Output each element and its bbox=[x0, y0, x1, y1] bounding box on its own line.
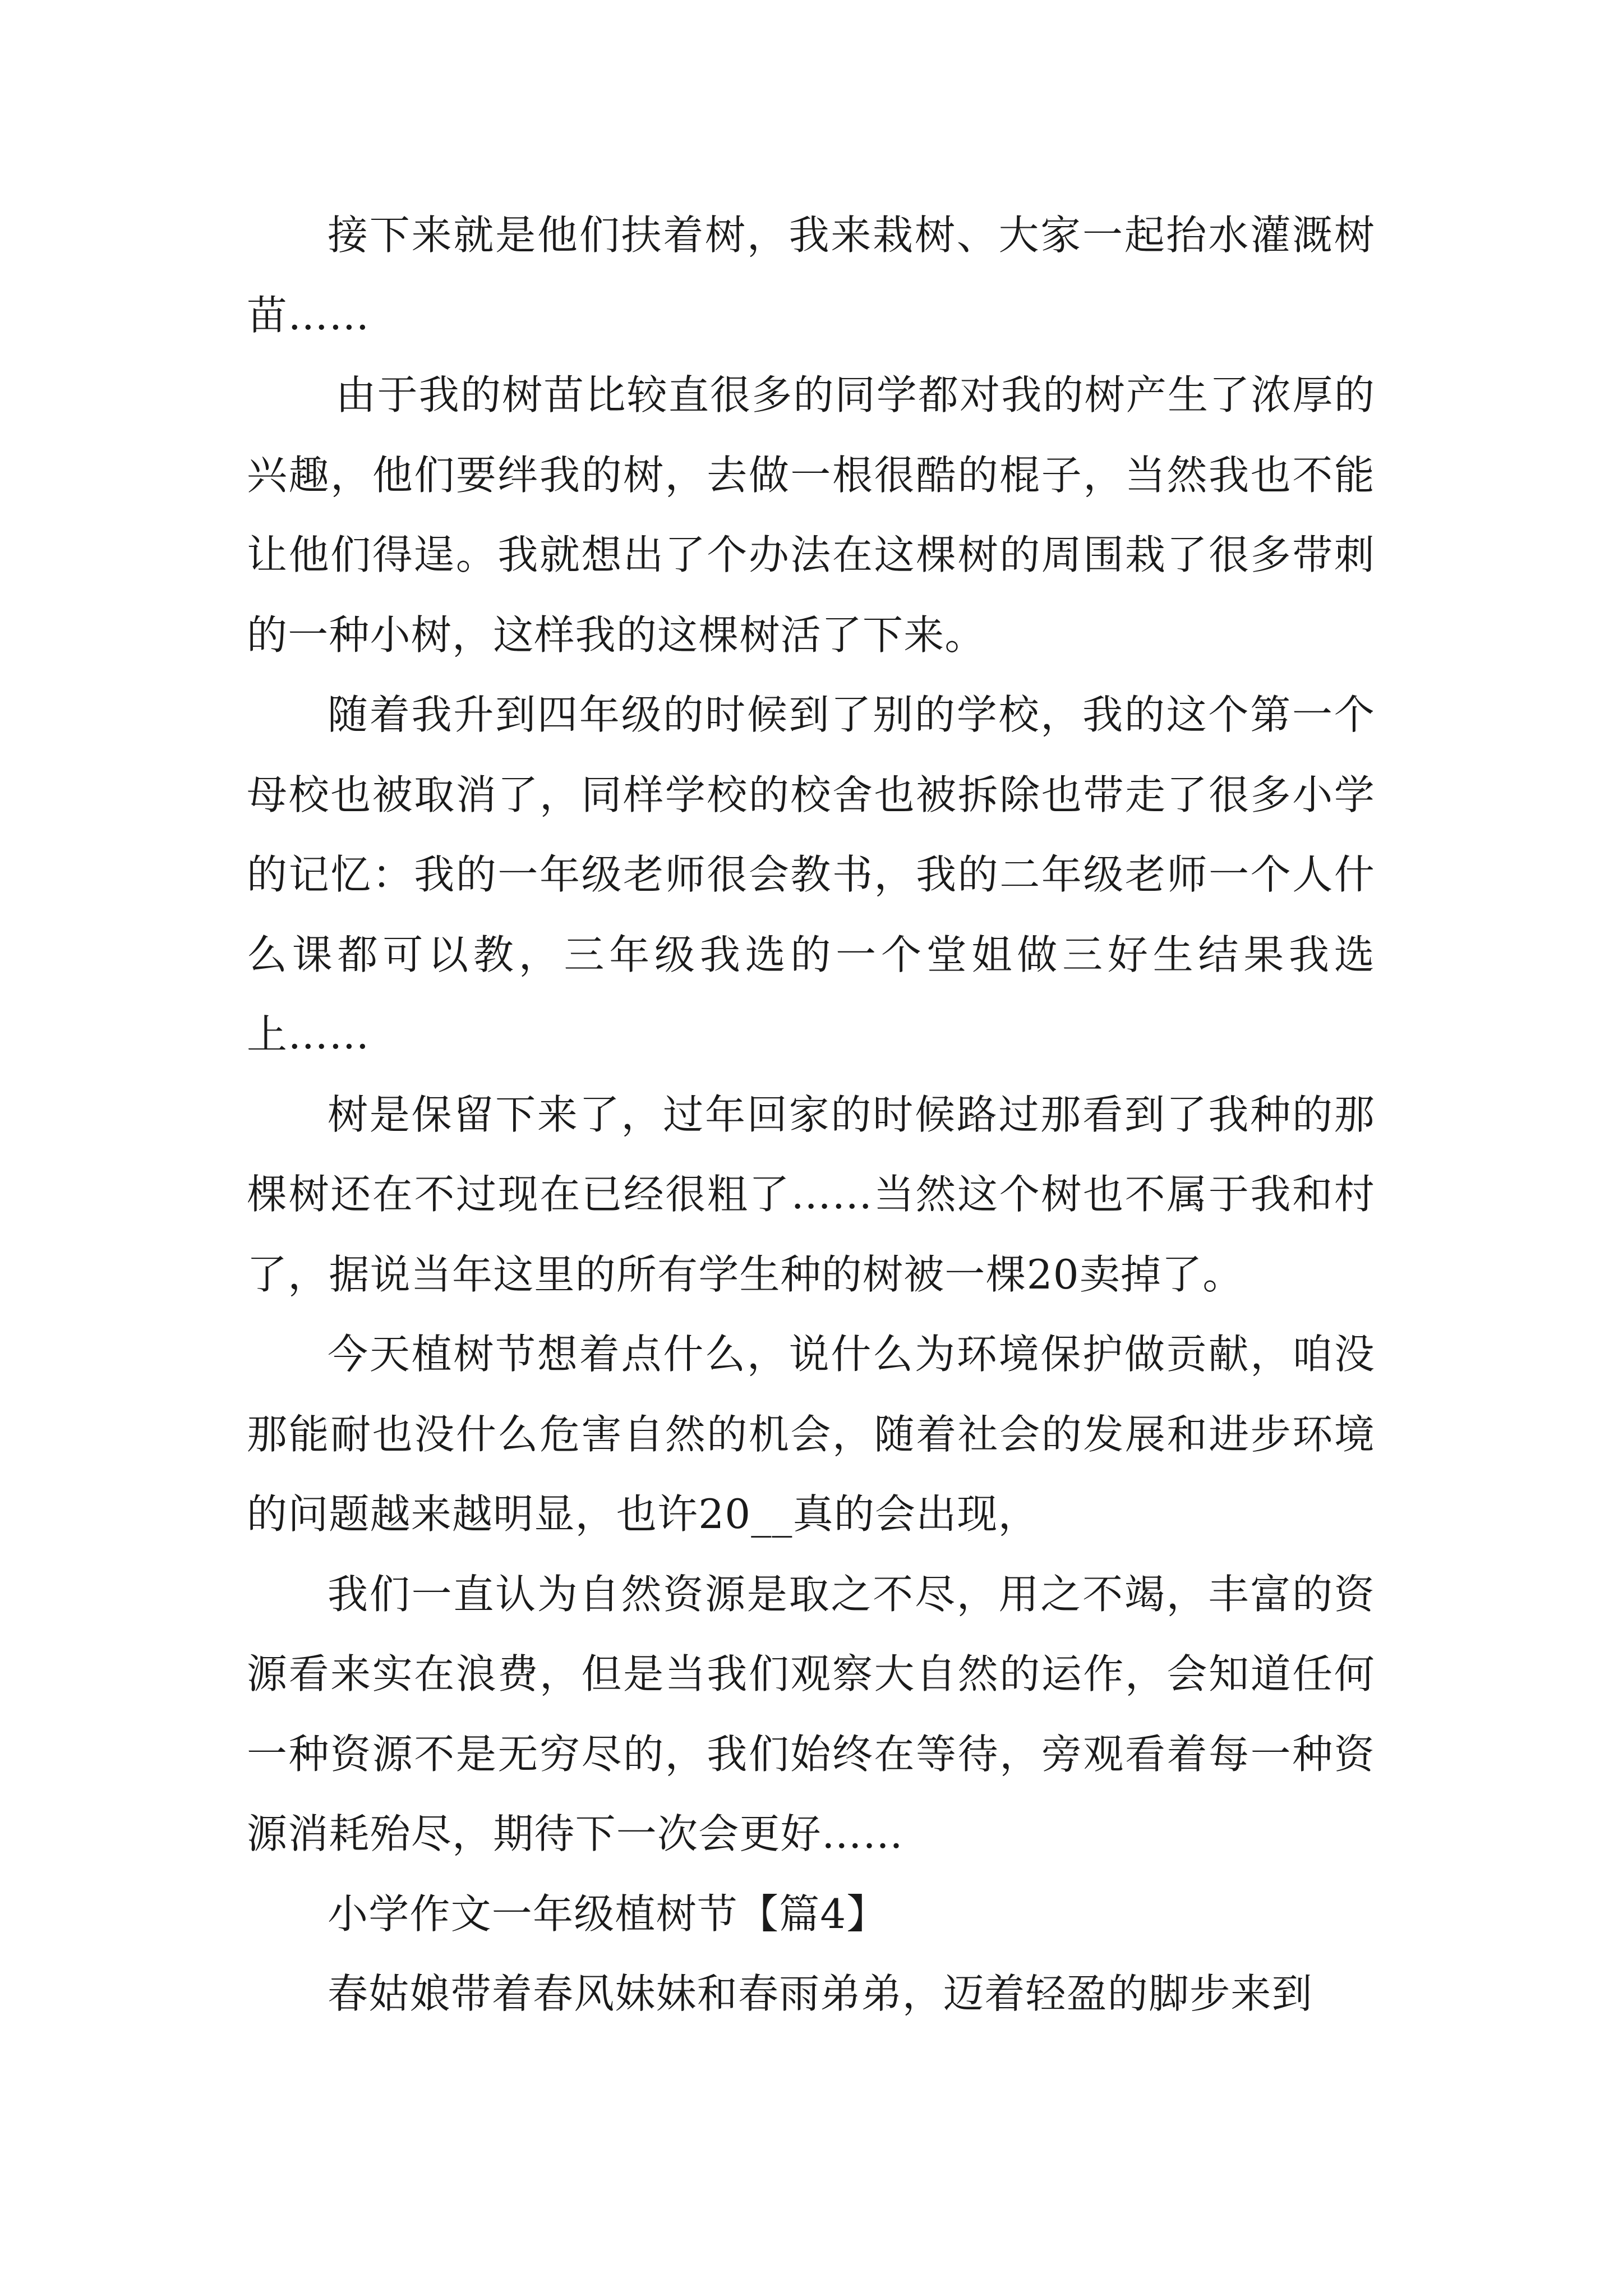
paragraph-5: 今天植树节想着点什么，说什么为环境保护做贡献，咱没那能耐也没什么危害自然的机会，随着社会的发展和进步环境的问题越来越明显，也许20__真的会出现， bbox=[247, 1331, 1375, 1538]
paragraph-4: 树是保留下来了，过年回家的时候路过那看到了我种的那棵树还在不过现在已经很粗了……当然这个树也不属于我和村了，据说当年这里的所有学生种的树被一棵20卖掉了。 bbox=[247, 1091, 1375, 1298]
paragraph-3: 随着我升到四年级的时候到了别的学校，我的这个第一个母校也被取消了，同样学校的校舍也被拆除也带走了很多小学的记忆：我的一年级老师很会教书，我的二年级老师一个人什么课都可以教，三年级我选的一个堂姐做三好生结果我选上…… bbox=[247, 691, 1375, 1058]
paragraph-7: 春姑娘带着春风妹妹和春雨弟弟，迈着轻盈的脚步来到 bbox=[328, 1970, 1313, 2017]
paragraph-1: 接下来就是他们扶着树，我来栽树、大家一起抬水灌溉树苗…… bbox=[247, 211, 1375, 339]
section-heading: 小学作文一年级植树节【篇4】 bbox=[328, 1890, 888, 1938]
document-body bbox=[247, 195, 1375, 2034]
paragraph-6: 我们一直认为自然资源是取之不尽，用之不竭，丰富的资源看来实在浪费，但是当我们观察大自然的运作，会知道任何一种资源不是无穷尽的，我们始终在等待，旁观看着每一种资源消耗殆尽，期待下一次会更好…… bbox=[247, 1570, 1375, 1857]
paragraph-2: 由于我的树苗比较直很多的同学都对我的树产生了浓厚的兴趣，他们要绊我的树，去做一根很酷的棍子，当然我也不能让他们得逞。我就想出了个办法在这棵树的周围栽了很多带刺的一种小树，这样我的这棵树活了下来。 bbox=[247, 371, 1375, 659]
